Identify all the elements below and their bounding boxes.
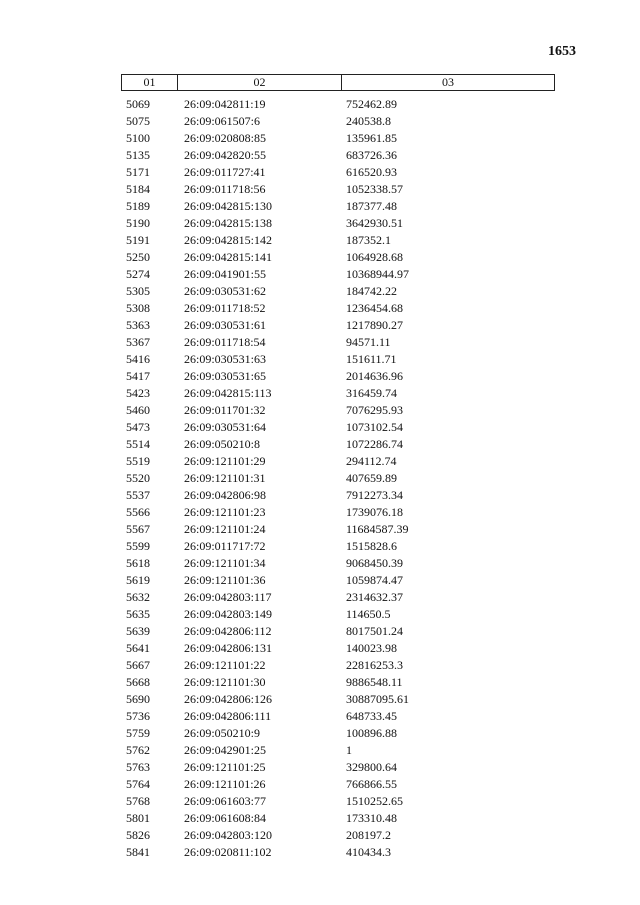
table-row [0, 640, 640, 657]
column-header-02: 02 [178, 75, 342, 90]
cell-value: 187377.48 [346, 199, 397, 213]
table-row [0, 351, 640, 368]
table-row [0, 113, 640, 130]
cell-cadastral-id: 26:09:121101:22 [184, 658, 266, 672]
cell-number: 5668 [126, 675, 150, 689]
cell-number: 5191 [126, 233, 150, 247]
cell-cadastral-id: 26:09:041901:55 [184, 267, 267, 281]
table-row [0, 215, 640, 232]
cell-number: 5667 [126, 658, 150, 672]
cell-value: 9068450.39 [346, 556, 403, 570]
cell-cadastral-id: 26:09:121101:34 [184, 556, 266, 570]
cell-value: 8017501.24 [346, 624, 403, 638]
cell-value: 94571.11 [346, 335, 391, 349]
cell-cadastral-id: 26:09:121101:23 [184, 505, 266, 519]
table-row [0, 300, 640, 317]
cell-cadastral-id: 26:09:121101:29 [184, 454, 266, 468]
table-row [0, 249, 640, 266]
cell-value: 100896.88 [346, 726, 397, 740]
cell-cadastral-id: 26:09:011701:32 [184, 403, 266, 417]
cell-value: 2014636.96 [346, 369, 403, 383]
cell-cadastral-id: 26:09:042803:117 [184, 590, 272, 604]
table-row [0, 147, 640, 164]
cell-number: 5759 [126, 726, 150, 740]
table-row [0, 232, 640, 249]
cell-value: 616520.93 [346, 165, 397, 179]
cell-cadastral-id: 26:09:121101:31 [184, 471, 266, 485]
table-row [0, 317, 640, 334]
table-header [121, 74, 555, 91]
cell-value: 316459.74 [346, 386, 397, 400]
cell-value: 294112.74 [346, 454, 397, 468]
cell-value: 407659.89 [346, 471, 397, 485]
table-row [0, 708, 640, 725]
cell-number: 5473 [126, 420, 150, 434]
cell-value: 752462.89 [346, 97, 397, 111]
cell-cadastral-id: 26:09:042815:142 [184, 233, 273, 247]
cell-cadastral-id: 26:09:042806:98 [184, 488, 267, 502]
table-row [0, 691, 640, 708]
table-row [0, 504, 640, 521]
cell-value: 10368944.97 [346, 267, 409, 281]
table-row [0, 368, 640, 385]
cell-value: 1739076.18 [346, 505, 403, 519]
cell-number: 5690 [126, 692, 150, 706]
cell-value: 7912273.34 [346, 488, 403, 502]
cell-number: 5189 [126, 199, 150, 213]
cell-value: 1510252.65 [346, 794, 403, 808]
table-row [0, 402, 640, 419]
table-row [0, 555, 640, 572]
table-row [0, 844, 640, 861]
table-row [0, 453, 640, 470]
cell-number: 5801 [126, 811, 150, 825]
cell-number: 5641 [126, 641, 150, 655]
cell-cadastral-id: 26:09:042803:120 [184, 828, 273, 842]
table-row [0, 334, 640, 351]
table-row [0, 742, 640, 759]
cell-value: 766866.55 [346, 777, 397, 791]
table-row [0, 589, 640, 606]
cell-number: 5250 [126, 250, 150, 264]
cell-value: 648733.45 [346, 709, 397, 723]
page-number: 1653 [548, 44, 576, 59]
cell-cadastral-id: 26:09:061608:84 [184, 811, 267, 825]
cell-number: 5736 [126, 709, 150, 723]
cell-number: 5599 [126, 539, 150, 553]
cell-cadastral-id: 26:09:121101:25 [184, 760, 266, 774]
column-header-03: 03 [442, 75, 454, 89]
cell-number: 5417 [126, 369, 150, 383]
cell-value: 1515828.6 [346, 539, 397, 553]
cell-value: 1059874.47 [346, 573, 403, 587]
cell-number: 5762 [126, 743, 150, 757]
cell-value: 3642930.51 [346, 216, 403, 230]
cell-value: 1073102.54 [346, 420, 403, 434]
table-row [0, 776, 640, 793]
table-row [0, 283, 640, 300]
cell-number: 5171 [126, 165, 150, 179]
cell-cadastral-id: 26:09:042901:25 [184, 743, 267, 757]
cell-number: 5416 [126, 352, 150, 366]
cell-number: 5184 [126, 182, 150, 196]
table-row [0, 198, 640, 215]
cell-cadastral-id: 26:09:011727:41 [184, 165, 266, 179]
cell-number: 5460 [126, 403, 150, 417]
cell-number: 5100 [126, 131, 150, 145]
table-row [0, 130, 640, 147]
cell-value: 1064928.68 [346, 250, 403, 264]
cell-value: 140023.98 [346, 641, 397, 655]
cell-cadastral-id: 26:09:011718:52 [184, 301, 266, 315]
table-row [0, 674, 640, 691]
table-row [0, 759, 640, 776]
cell-cadastral-id: 26:09:020811:102 [184, 845, 272, 859]
cell-number: 5763 [126, 760, 150, 774]
cell-cadastral-id: 26:09:042815:113 [184, 386, 272, 400]
cell-value: 410434.3 [346, 845, 391, 859]
cell-number: 5764 [126, 777, 150, 791]
cell-cadastral-id: 26:09:011717:72 [184, 539, 266, 553]
cell-number: 5632 [126, 590, 150, 604]
cell-cadastral-id: 26:09:042803:149 [184, 607, 273, 621]
cell-number: 5190 [126, 216, 150, 230]
cell-cadastral-id: 26:09:121101:26 [184, 777, 266, 791]
cell-value: 11684587.39 [346, 522, 409, 536]
table-row [0, 266, 640, 283]
cell-value: 30887095.61 [346, 692, 409, 706]
cell-number: 5635 [126, 607, 150, 621]
cell-cadastral-id: 26:09:020808:85 [184, 131, 267, 145]
cell-value: 208197.2 [346, 828, 391, 842]
cell-number: 5423 [126, 386, 150, 400]
cell-value: 187352.1 [346, 233, 391, 247]
cell-cadastral-id: 26:09:042806:126 [184, 692, 273, 706]
table-row [0, 793, 640, 810]
cell-value: 1236454.68 [346, 301, 403, 315]
cell-number: 5367 [126, 335, 150, 349]
cell-value: 22816253.3 [346, 658, 403, 672]
table-row [0, 725, 640, 742]
cell-number: 5363 [126, 318, 150, 332]
cell-number: 5619 [126, 573, 150, 587]
cell-cadastral-id: 26:09:030531:62 [184, 284, 267, 298]
cell-value: 135961.85 [346, 131, 397, 145]
table-row [0, 810, 640, 827]
table-row [0, 96, 640, 113]
cell-number: 5075 [126, 114, 150, 128]
table-row [0, 657, 640, 674]
table-row [0, 164, 640, 181]
cell-number: 5639 [126, 624, 150, 638]
cell-cadastral-id: 26:09:042815:141 [184, 250, 273, 264]
cell-cadastral-id: 26:09:030531:61 [184, 318, 267, 332]
table-row [0, 827, 640, 844]
cell-cadastral-id: 26:09:042806:131 [184, 641, 273, 655]
table-row [0, 419, 640, 436]
cell-value: 114650.5 [346, 607, 391, 621]
table-row [0, 521, 640, 538]
cell-cadastral-id: 26:09:011718:54 [184, 335, 266, 349]
table-row [0, 385, 640, 402]
cell-value: 1217890.27 [346, 318, 403, 332]
table-row [0, 436, 640, 453]
cell-cadastral-id: 26:09:042815:138 [184, 216, 273, 230]
cell-cadastral-id: 26:09:121101:24 [184, 522, 266, 536]
cell-value: 240538.8 [346, 114, 391, 128]
cell-value: 184742.22 [346, 284, 397, 298]
cell-value: 683726.36 [346, 148, 397, 162]
cell-value: 173310.48 [346, 811, 397, 825]
cell-number: 5841 [126, 845, 150, 859]
table-row [0, 181, 640, 198]
table-row [0, 572, 640, 589]
cell-cadastral-id: 26:09:042820:55 [184, 148, 267, 162]
table-body [0, 96, 640, 861]
cell-number: 5768 [126, 794, 150, 808]
cell-cadastral-id: 26:09:050210:8 [184, 437, 261, 451]
cell-value: 1 [346, 743, 352, 757]
column-header-01: 01 [122, 75, 178, 90]
cell-value: 151611.71 [346, 352, 397, 366]
cell-cadastral-id: 26:09:030531:64 [184, 420, 267, 434]
cell-number: 5537 [126, 488, 150, 502]
cell-cadastral-id: 26:09:030531:65 [184, 369, 267, 383]
cell-cadastral-id: 26:09:030531:63 [184, 352, 267, 366]
cell-number: 5305 [126, 284, 150, 298]
cell-cadastral-id: 26:09:042806:112 [184, 624, 272, 638]
cell-cadastral-id: 26:09:061507:6 [184, 114, 261, 128]
table-row [0, 623, 640, 640]
table-row [0, 606, 640, 623]
table-row [0, 470, 640, 487]
cell-number: 5566 [126, 505, 150, 519]
cell-number: 5274 [126, 267, 150, 281]
cell-number: 5826 [126, 828, 150, 842]
cell-cadastral-id: 26:09:011718:56 [184, 182, 266, 196]
table-row [0, 538, 640, 555]
cell-cadastral-id: 26:09:042811:19 [184, 97, 266, 111]
cell-value: 1052338.57 [346, 182, 403, 196]
cell-cadastral-id: 26:09:121101:30 [184, 675, 266, 689]
cell-number: 5567 [126, 522, 150, 536]
cell-number: 5308 [126, 301, 150, 315]
cell-cadastral-id: 26:09:121101:36 [184, 573, 266, 587]
cell-number: 5514 [126, 437, 150, 451]
cell-value: 1072286.74 [346, 437, 403, 451]
cell-number: 5519 [126, 454, 150, 468]
cell-number: 5069 [126, 97, 150, 111]
cell-cadastral-id: 26:09:042806:111 [184, 709, 272, 723]
cell-value: 329800.64 [346, 760, 397, 774]
cell-cadastral-id: 26:09:050210:9 [184, 726, 261, 740]
cell-value: 9886548.11 [346, 675, 403, 689]
cell-number: 5135 [126, 148, 150, 162]
table-row [0, 487, 640, 504]
cell-value: 7076295.93 [346, 403, 403, 417]
cell-number: 5618 [126, 556, 150, 570]
cell-cadastral-id: 26:09:061603:77 [184, 794, 267, 808]
cell-cadastral-id: 26:09:042815:130 [184, 199, 273, 213]
cell-value: 2314632.37 [346, 590, 403, 604]
cell-number: 5520 [126, 471, 150, 485]
